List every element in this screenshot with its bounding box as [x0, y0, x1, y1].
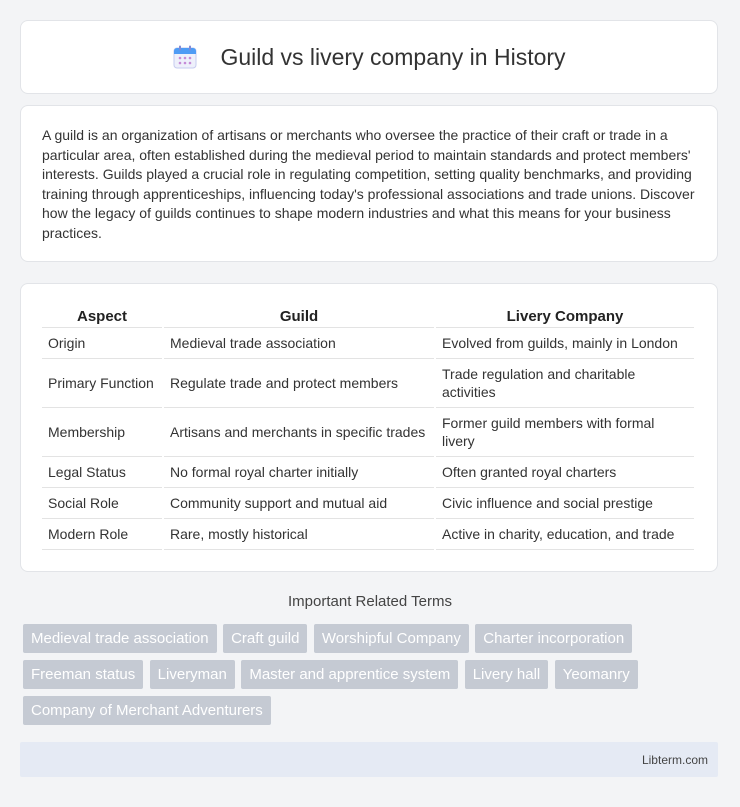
related-term-tag[interactable]: Livery hall: [465, 660, 549, 689]
table-cell: Rare, mostly historical: [164, 519, 434, 550]
intro-text: A guild is an organization of artisans or merchants who oversee the practice of their craft or trade in a particular area, often established during the medieval period to maintain standards and protect members' interests. Guilds played a crucial role in regulating competition, setting quality benchmarks, and providing training through apprenticeships, influencing today's professional associations and trade unions. Discover how the legacy of guilds continues to shape modern industries and what this means for your business practices.: [42, 127, 695, 241]
table-cell: Community support and mutual aid: [164, 488, 434, 519]
footer-site-link[interactable]: Libterm.com: [641, 753, 708, 767]
table-row: [42, 328, 694, 359]
table-cell: Evolved from guilds, mainly in London: [436, 328, 694, 359]
calendar-icon: [172, 44, 198, 70]
related-terms-title: Important Related Terms: [288, 593, 452, 610]
title-card: [20, 20, 718, 94]
column-header-guild: Guild: [164, 304, 434, 328]
table-cell: Legal Status: [42, 457, 162, 488]
related-term-tag[interactable]: Craft guild: [223, 624, 307, 653]
table-cell: Social Role: [42, 488, 162, 519]
related-term-tag[interactable]: Worshipful Company: [314, 624, 469, 653]
table-cell: Trade regulation and charitable activities: [436, 359, 694, 408]
table-cell: Regulate trade and protect members: [164, 359, 434, 408]
table-row: [42, 408, 694, 457]
column-header-aspect: Aspect: [42, 304, 162, 328]
table-cell: Medieval trade association: [164, 328, 434, 359]
footer: [20, 742, 718, 777]
related-term-tag[interactable]: Yeomanry: [555, 660, 638, 689]
table-cell: Primary Function: [42, 359, 162, 408]
related-terms-list: [23, 624, 723, 732]
related-term-tag[interactable]: Freeman status: [23, 660, 143, 689]
table-row: [42, 519, 694, 550]
table-row: [42, 488, 694, 519]
table-cell: Modern Role: [42, 519, 162, 550]
related-term-tag[interactable]: Liveryman: [150, 660, 235, 689]
related-term-tag[interactable]: Medieval trade association: [23, 624, 217, 653]
table-row: [42, 457, 694, 488]
table-cell: Former guild members with formal livery: [436, 408, 694, 457]
table-cell: Membership: [42, 408, 162, 457]
related-term-tag[interactable]: Charter incorporation: [475, 624, 632, 653]
column-header-livery-company: Livery Company: [436, 304, 694, 328]
intro-card: [20, 105, 718, 262]
table-cell: Civic influence and social prestige: [436, 488, 694, 519]
page-title: Guild vs livery company in History: [220, 43, 566, 70]
table-cell: No formal royal charter initially: [164, 457, 434, 488]
table-cell: Often granted royal charters: [436, 457, 694, 488]
comparison-table-card: [20, 283, 718, 572]
related-term-tag[interactable]: Master and apprentice system: [241, 660, 458, 689]
table-cell: Artisans and merchants in specific trades: [164, 408, 434, 457]
table-row: [42, 359, 694, 408]
table-cell: Active in charity, education, and trade: [436, 519, 694, 550]
table-cell: Origin: [42, 328, 162, 359]
table-header-row: [42, 304, 694, 328]
comparison-table: [40, 304, 696, 550]
related-term-tag[interactable]: Company of Merchant Adventurers: [23, 696, 271, 725]
